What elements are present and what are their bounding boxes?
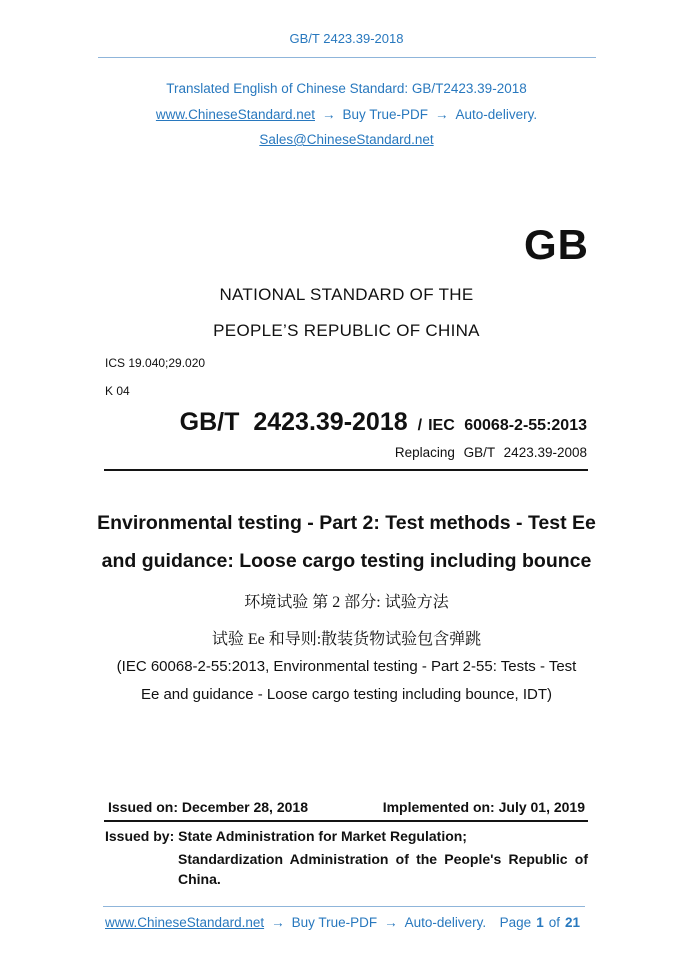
issued-on-date: Issued on: December 28, 2018 <box>108 799 308 815</box>
standard-number: GB/T 2423.39-2018 <box>179 408 408 436</box>
national-standard-line2: PEOPLE’S REPUBLIC OF CHINA <box>213 321 480 340</box>
footer-website-link[interactable]: www.ChineseStandard.net <box>105 915 265 930</box>
implemented-on-date: Implemented on: July 01, 2019 <box>382 799 585 815</box>
header-doc-code: GB/T 2423.39-2018 <box>289 31 404 46</box>
standard-separator: / <box>417 417 423 434</box>
ics-code: ICS 19.040;29.020 <box>105 356 206 370</box>
issued-by-line3: China. <box>178 871 221 887</box>
national-standard-line1: NATIONAL STANDARD OF THE <box>219 285 474 304</box>
title-chinese-line2: 试验 Ee 和导则:散装货物试验包含弹跳 <box>211 631 482 648</box>
arrow-right-icon: → <box>271 915 285 930</box>
header-buy-line <box>0 107 693 122</box>
issued-by-line2: Standardization Administration of the People's Republic of <box>178 851 588 867</box>
standard-number-row <box>180 408 587 437</box>
website-link[interactable]: www.ChineseStandard.net <box>155 107 315 122</box>
gb-logo: GB <box>524 221 589 268</box>
arrow-right-icon: → <box>435 107 449 122</box>
sales-email-link[interactable]: Sales@ChineseStandard.net <box>259 132 434 147</box>
class-code: K 04 <box>105 384 130 398</box>
standard-number-rule <box>104 469 588 471</box>
title-english-line2: and guidance: Loose cargo testing including bounce <box>101 550 592 572</box>
page-total: 21 <box>564 915 580 930</box>
issue-dates-rule <box>104 820 588 822</box>
auto-delivery-label: Auto-delivery. <box>455 107 538 122</box>
header-translated-line: Translated English of Chinese Standard: GB/T2423.39-2018 <box>166 81 527 96</box>
footer-auto-delivery-label: Auto-delivery. <box>404 915 487 930</box>
footer-rule <box>103 906 585 907</box>
buy-true-pdf-label: Buy True-PDF <box>342 107 429 122</box>
title-chinese-line1: 环境试验 第 2 部分: 试验方法 <box>244 594 449 611</box>
footer-row <box>105 915 580 930</box>
arrow-right-icon: → <box>384 915 398 930</box>
title-english-line1: Environmental testing - Part 2: Test methods - Test Ee <box>97 512 596 534</box>
standard-iec-number: IEC 60068-2-55:2013 <box>428 417 587 434</box>
issue-dates-row <box>108 799 585 815</box>
arrow-right-icon: → <box>322 107 336 122</box>
issued-by-line1: Issued by: State Administration for Market Regulation; <box>105 828 467 844</box>
idt-reference-line2: Ee and guidance - Loose cargo testing including bounce, IDT) <box>140 686 553 703</box>
footer-buy-true-pdf-label: Buy True-PDF <box>291 915 378 930</box>
page-label: Page <box>499 915 532 930</box>
page-of-label: of <box>548 915 560 930</box>
header-email-line <box>0 132 693 147</box>
header-rule <box>98 57 596 58</box>
page-current: 1 <box>536 915 544 930</box>
replacing-note: Replacing GB/T 2423.39-2008 <box>394 445 587 460</box>
page-indicator <box>500 915 580 930</box>
idt-reference-line1: (IEC 60068-2-55:2013, Environmental testing - Part 2-55: Tests - Test <box>116 658 577 675</box>
footer-links <box>105 915 486 930</box>
